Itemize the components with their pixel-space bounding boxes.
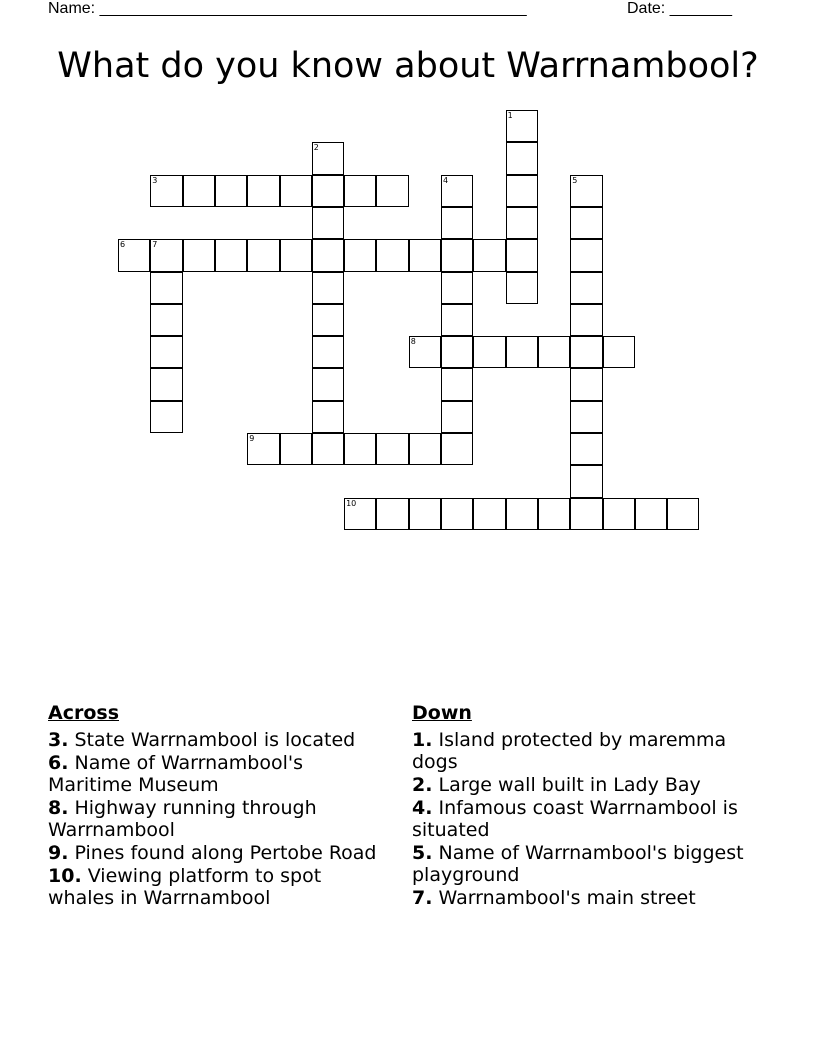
crossword-cell[interactable] xyxy=(312,175,344,207)
down-heading: Down xyxy=(412,702,472,724)
crossword-cell[interactable] xyxy=(506,239,538,271)
cell-number: 1 xyxy=(507,111,513,120)
crossword-cell[interactable] xyxy=(183,239,215,271)
crossword-cell[interactable] xyxy=(441,272,473,304)
clue-item xyxy=(48,865,393,909)
crossword-cell[interactable] xyxy=(441,304,473,336)
clue-text: Name of Warrnambool's biggest playground xyxy=(412,842,744,886)
cell-number: 2 xyxy=(313,143,319,153)
crossword-cell[interactable] xyxy=(441,401,473,433)
crossword-cell[interactable] xyxy=(280,433,312,465)
crossword-cell[interactable] xyxy=(441,175,473,207)
crossword-cell[interactable] xyxy=(150,401,182,433)
crossword-cell[interactable] xyxy=(441,368,473,400)
crossword-cell[interactable] xyxy=(570,401,602,433)
down-clues xyxy=(412,702,762,910)
crossword-cell[interactable] xyxy=(183,175,215,207)
cell-number: 3 xyxy=(152,175,158,185)
clue-number: 8. xyxy=(48,797,69,819)
clue-number: 4. xyxy=(412,797,433,819)
crossword-cell[interactable] xyxy=(312,207,344,239)
crossword-cell[interactable] xyxy=(506,175,538,207)
clue-number: 2. xyxy=(412,774,433,796)
crossword-cell[interactable] xyxy=(570,336,602,368)
crossword-cell[interactable] xyxy=(570,207,602,239)
clue-text: Infamous coast Warrnambool is situated xyxy=(412,797,738,841)
clue-text: Large wall built in Lady Bay xyxy=(432,774,701,796)
clue-item xyxy=(48,752,393,796)
crossword-cell[interactable] xyxy=(570,498,602,530)
crossword-cell[interactable] xyxy=(150,272,182,304)
page-title: What do you know about Warrnambool? xyxy=(57,46,759,86)
crossword-cell[interactable] xyxy=(635,498,667,530)
crossword-cell[interactable] xyxy=(376,175,408,207)
cell-number: 8 xyxy=(410,337,416,347)
crossword-cell[interactable] xyxy=(150,368,182,400)
crossword-cell[interactable] xyxy=(506,336,538,368)
crossword-cell[interactable] xyxy=(215,239,247,271)
crossword-cell[interactable] xyxy=(441,239,473,271)
date-field-line: Date: _______ xyxy=(627,0,732,17)
crossword-cell[interactable] xyxy=(603,498,635,530)
crossword-cell[interactable] xyxy=(441,498,473,530)
crossword-cell[interactable] xyxy=(312,142,344,174)
crossword-cell[interactable] xyxy=(280,175,312,207)
crossword-cell[interactable] xyxy=(312,336,344,368)
clue-item xyxy=(412,842,762,886)
across-clue-list xyxy=(48,729,393,909)
crossword-cell[interactable] xyxy=(312,272,344,304)
crossword-cell[interactable] xyxy=(473,336,505,368)
crossword-cell[interactable] xyxy=(570,465,602,497)
crossword-cell[interactable] xyxy=(506,110,538,142)
clue-text: Island protected by maremma dogs xyxy=(412,729,727,773)
crossword-cell[interactable] xyxy=(247,239,279,271)
crossword-cell[interactable] xyxy=(441,433,473,465)
crossword-cell[interactable] xyxy=(344,433,376,465)
down-clue-list xyxy=(412,729,762,909)
cell-number: 7 xyxy=(152,240,158,250)
cell-number: 5 xyxy=(572,175,578,185)
clue-item xyxy=(412,729,762,773)
cell-number: 6 xyxy=(120,240,126,250)
clue-item xyxy=(48,797,393,841)
cell-number: 10 xyxy=(346,498,357,508)
clue-item xyxy=(48,842,393,864)
crossword-cell[interactable] xyxy=(570,272,602,304)
name-field-line: Name: ________________________________________________ xyxy=(48,0,527,17)
clue-item xyxy=(412,774,762,796)
crossword-cell[interactable] xyxy=(570,433,602,465)
clue-item xyxy=(412,887,762,909)
crossword-cell[interactable] xyxy=(506,498,538,530)
crossword-cell[interactable] xyxy=(150,239,182,271)
crossword-cell[interactable] xyxy=(506,272,538,304)
clue-item xyxy=(412,797,762,841)
clue-number: 9. xyxy=(48,842,69,864)
cell-number: 4 xyxy=(443,175,449,185)
crossword-cell[interactable] xyxy=(150,304,182,336)
clue-number: 6. xyxy=(48,752,69,774)
crossword-cell[interactable] xyxy=(312,368,344,400)
crossword-cell[interactable] xyxy=(376,433,408,465)
cell-number: 9 xyxy=(249,434,255,443)
crossword-cell[interactable] xyxy=(247,175,279,207)
clue-number: 1. xyxy=(412,729,433,751)
clue-text: Name of Warrnambool's Maritime Museum xyxy=(48,752,304,796)
crossword-cell[interactable] xyxy=(344,239,376,271)
crossword-cell[interactable] xyxy=(150,175,182,207)
crossword-cell[interactable] xyxy=(506,207,538,239)
crossword-cell[interactable] xyxy=(280,239,312,271)
crossword-cell[interactable] xyxy=(538,336,570,368)
clue-text: Warrnambool's main street xyxy=(432,887,696,909)
crossword-cell[interactable] xyxy=(312,304,344,336)
crossword-cell[interactable] xyxy=(312,239,344,271)
crossword-cell[interactable] xyxy=(409,433,441,465)
clue-number: 5. xyxy=(412,842,433,864)
crossword-cell[interactable] xyxy=(473,239,505,271)
crossword-cell[interactable] xyxy=(441,207,473,239)
crossword-cell[interactable] xyxy=(215,175,247,207)
crossword-cell[interactable] xyxy=(409,239,441,271)
crossword-cell[interactable] xyxy=(409,336,441,368)
crossword-cell[interactable] xyxy=(667,498,699,530)
across-clues xyxy=(48,702,393,910)
clue-number: 3. xyxy=(48,729,69,751)
clue-number: 10. xyxy=(48,865,82,887)
crossword-cell[interactable] xyxy=(312,401,344,433)
crossword-cell[interactable] xyxy=(150,336,182,368)
crossword-cell[interactable] xyxy=(344,498,376,530)
crossword-cell[interactable] xyxy=(376,498,408,530)
crossword-cell[interactable] xyxy=(376,239,408,271)
crossword-cell[interactable] xyxy=(344,175,376,207)
crossword-cell[interactable] xyxy=(409,498,441,530)
clue-text: State Warrnambool is located xyxy=(68,729,356,751)
clue-text: Pines found along Pertobe Road xyxy=(68,842,377,864)
clue-number: 7. xyxy=(412,887,433,909)
crossword-cell[interactable] xyxy=(570,239,602,271)
crossword-cell[interactable] xyxy=(538,498,570,530)
crossword-cell[interactable] xyxy=(441,336,473,368)
across-heading: Across xyxy=(48,702,120,724)
crossword-cell[interactable] xyxy=(473,498,505,530)
clue-item xyxy=(48,729,393,751)
crossword-cell[interactable] xyxy=(118,239,150,271)
crossword-cell[interactable] xyxy=(570,175,602,207)
crossword-cell[interactable] xyxy=(570,304,602,336)
crossword-cell[interactable] xyxy=(506,142,538,174)
clue-text: Viewing platform to spot whales in Warrnambool xyxy=(48,865,322,909)
clue-text: Highway running through Warrnambool xyxy=(48,797,317,841)
crossword-cell[interactable] xyxy=(312,433,344,465)
crossword-cell[interactable] xyxy=(603,336,635,368)
crossword-cell[interactable] xyxy=(570,368,602,400)
crossword-cell[interactable] xyxy=(247,433,279,465)
